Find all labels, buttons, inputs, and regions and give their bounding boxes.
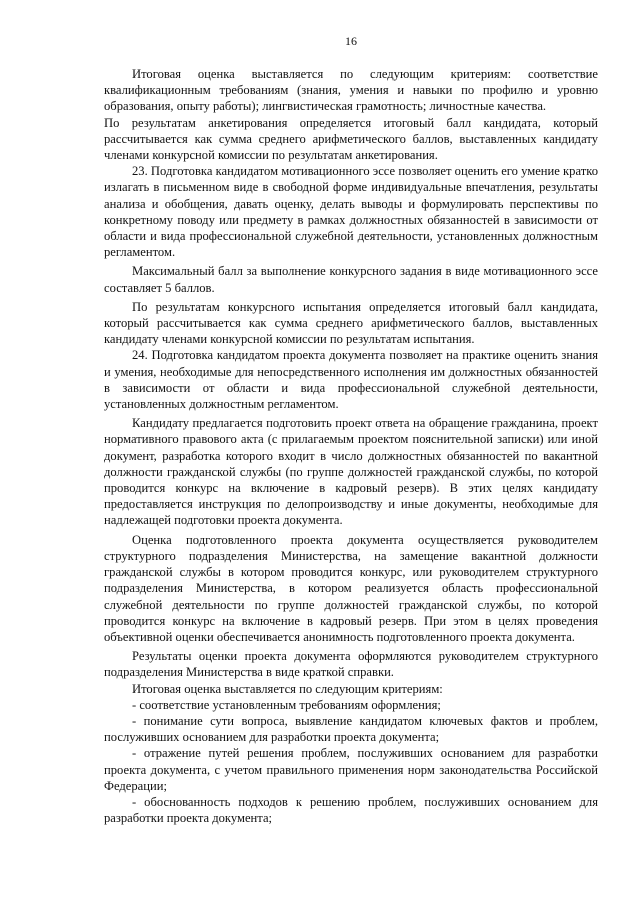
- list-item: - отражение путей решения проблем, послуживших основанием для разработки проекта документа, с учетом правильного применения норм законодательства Российской Федерации;: [104, 746, 598, 793]
- paragraph: Итоговая оценка выставляется по следующим критериям: соответствие квалификационным требованиям (знания, умения и навыки по профилю и уровню образования, опыту работы); лингвистическая грамотность; личностные качества.: [104, 67, 598, 114]
- paragraph: Максимальный балл за выполнение конкурсного задания в виде мотивационного эссе составляет 5 баллов.: [104, 264, 598, 295]
- document-body: [104, 66, 598, 826]
- paragraph: Итоговая оценка выставляется по следующим критериям:: [132, 681, 443, 696]
- paragraph: По результатам анкетирования определяется итоговый балл кандидата, который рассчитывается как сумма среднего арифметического баллов, выставленных кандидату членами конкурсной комиссии по результатам анкетирования.: [104, 115, 598, 163]
- page-number: 16: [345, 34, 357, 48]
- paragraph: Оценка подготовленного проекта документа осуществляется руководителем структурного подразделения Министерства, на замещение вакантной должности гражданской службы в котором проводится конкурс, или руководителем структурного подразделения Министерства, в котором реализуется область профессиональной служебной деятельности по группе должностей гражданской службы, по которой проводится конкурс на включение в кадровый резерв. При этом в целях проведения объективной оценки обеспечивается анонимность подготовленного проекта документа.: [104, 532, 598, 644]
- list-item: - соответствие установленным требованиям оформления;: [132, 697, 441, 712]
- list-item: - понимание сути вопроса, выявление кандидатом ключевых фактов и проблем, послуживших основанием для разработки проекта документа;: [104, 713, 598, 745]
- paragraph: 24. Подготовка кандидатом проекта документа позволяет на практике оценить знания и умения, необходимые для непосредственного исполнения им должностных обязанностей в зависимости от области и вида профессиональной служебной деятельности, установленных должностным регламентом.: [104, 348, 598, 412]
- paragraph: По результатам конкурсного испытания определяется итоговый балл кандидата, который рассчитывается как сумма среднего арифметического баллов, выставленных кандидату членами конкурсной комиссии по результатам испытания.: [104, 299, 598, 347]
- paragraph: Результаты оценки проекта документа оформляются руководителем структурного подразделения Министерства в виде краткой справки.: [104, 649, 598, 680]
- list-item: - обоснованность подходов к решению проблем, послуживших основанием для разработки проекта документа;: [104, 794, 598, 826]
- paragraph: 23. Подготовка кандидатом мотивационного эссе позволяет оценить его умение кратко излагать в письменном виде в свободной форме индивидуальные впечатления, результаты анализа и обобщения, давать оценку, делать выводы и формулировать перспективы по конкретному поводу или предмету в рамках должностных обязанностей в зависимости от области и вида профессиональной служебной деятельности, установленных должностным регламентом.: [104, 164, 598, 260]
- paragraph: Кандидату предлагается подготовить проект ответа на обращение гражданина, проект нормативного правового акта (с прилагаемым проектом пояснительной записки) или иной документ, разработка которого входит в число должностных обязанностей по вакантной должности гражданской службы (по группе должностей гражданской службы, по которой проводится конкурс на включение в кадровый резерв). В этих целях кандидату предоставляется инструкция по делопроизводству и иные документы, необходимые для надлежащей подготовки проекта документа.: [104, 416, 598, 528]
